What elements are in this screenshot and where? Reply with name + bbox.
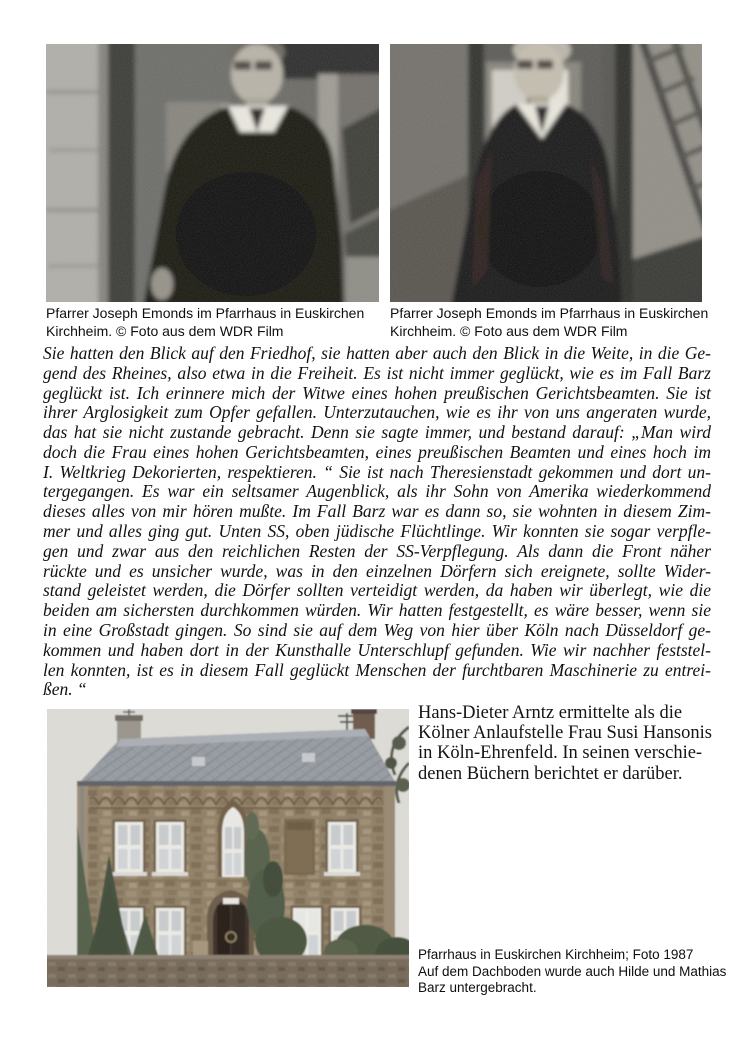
text-line: ihrer Arglosigkeit zum Opfer gefallen. Unterzutauchen, wie es ihr von uns angeraten wurde, (43, 402, 711, 423)
text-line: len konnten, ist es in diesem Fall geglückt Menschen der furchtbaren Maschinerie zu entrei- (43, 659, 711, 680)
text-line: Pfarrhaus in Euskirchen Kirchheim; Foto 1987 (418, 947, 694, 962)
text-line: in eine Großstadt gingen. So sind sie auf dem Weg von hier über Köln nach Düsseldorf ge- (43, 619, 711, 640)
quote-text-block (43, 344, 711, 700)
text-line: I. Weltkrieg Dekorierten, respektieren. “ Sie ist nach Theresienstadt gekommen und dort un- (43, 461, 711, 482)
text-line: tergegangen. Es war ein seltsamer Augenblick, als ihr Sohn von Amerika wiederkommend (43, 481, 711, 502)
text-line: Pfarrer Joseph Emonds im Pfarrhaus in Euskirchen (46, 305, 365, 321)
text-line: Hans-Dieter Arntz ermittelte als die (418, 703, 683, 723)
text-line: kommen und haben dort in der Kunsthalle Unterschlupf gefunden. Wie wir nachher feststel- (43, 639, 711, 660)
bw-film-still-left (46, 44, 379, 302)
bw-film-still-right (390, 44, 702, 302)
text-line: Kirchheim. © Foto aus dem WDR Film (46, 322, 284, 339)
text-line: dieses alles von mir hören mußte. Im Fall Barz war es dann so, sie wohnten in diesem Zim- (43, 501, 711, 522)
text-line: ßen. “ (43, 679, 87, 700)
photo-pfarrer-emonds-left (46, 44, 379, 302)
text-line: Sie hatten den Blick auf den Friedhof, sie hatten aber auch den Blick in die Weite, in die Ge- (43, 343, 711, 363)
text-line: stand geleistet werden, die Dörfer sollten verteidigt werden, da haben wir überlegt, wie die (43, 580, 711, 601)
color-photo-pfarrhaus (47, 709, 409, 987)
photo-caption-left (46, 305, 391, 340)
text-line: Auf dem Dachboden wurde auch Hilde und Mathias (418, 963, 727, 979)
text-line: mer und alles ging gut. Unten SS, oben jüdische Flüchtlinge. Wir konnten sie sogar verpfle- (43, 521, 711, 542)
text-line: doch die Frau eines hohen Gerichtsbeamten, eines preußischen Beamten und eines hoch im (43, 441, 711, 462)
text-line: Pfarrer Joseph Emonds im Pfarrhaus in Euskirchen (390, 305, 709, 321)
photo-pfarrhaus-1987 (47, 709, 409, 987)
text-line: gend des Rheines, also etwa in die Freiheit. Es ist nicht immer geglückt, wie es im Fall Barz (43, 362, 711, 383)
text-line: rückte und es unsicher wurde, was in den einzelnen Dörfern sich ereignete, sollte Wider- (43, 560, 711, 581)
text-line: geglückt ist. Ich erinnere mich der Witwe eines hohen preußischen Gerichtsbeamten. Sie ist (43, 382, 711, 403)
photo-caption-right (390, 305, 735, 340)
text-line: in Köln-Ehrenfeld. In seinen verschie- (418, 743, 703, 764)
text-line: das hat sie nicht zustande gebracht. Denn sie sagte immer, und bestand darauf: „Man wird (43, 422, 711, 443)
text-line: Kölner Anlaufstelle Frau Susi Hansonis (418, 723, 712, 744)
text-line: Kirchheim. © Foto aus dem WDR Film (390, 322, 628, 339)
text-line: beiden am sichersten durchkommen würden. Wir hatten festgestellt, es wäre besser, wenn sie (43, 600, 711, 621)
text-line: denen Büchern berichtet er darüber. (418, 763, 683, 784)
photo-pfarrer-emonds-right (390, 44, 702, 302)
text-line: Barz untergebracht. (418, 980, 537, 995)
side-note-text (418, 703, 718, 784)
house-photo-caption (418, 947, 738, 997)
text-line: gen und zwar aus den reichlichen Resten der SS-Verpflegung. Als dann die Front näher (43, 540, 711, 561)
